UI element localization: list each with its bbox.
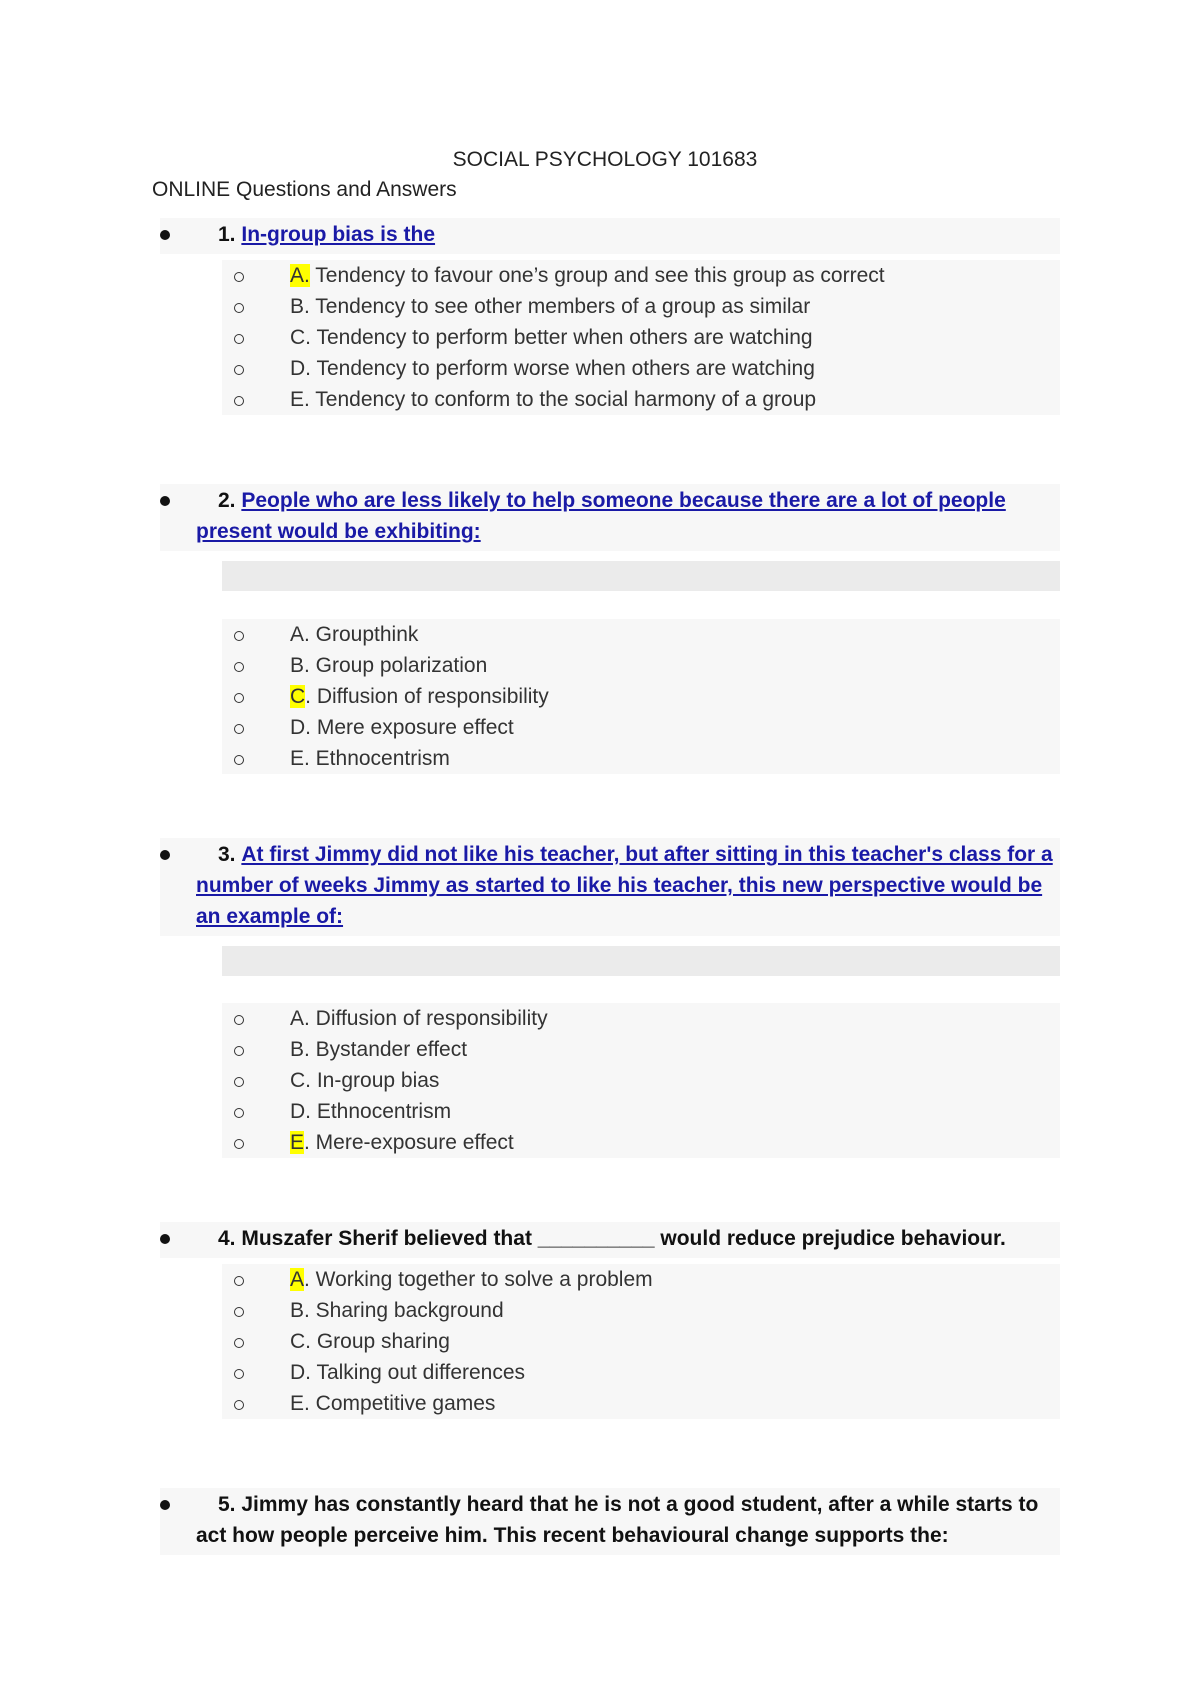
circle-bullet-icon	[234, 396, 244, 406]
option-e	[222, 384, 1060, 415]
option-text: Ethnocentrism	[311, 1100, 452, 1123]
question-text: Muszafer Sherif believed that __________ would reduce prejudice behaviour.	[241, 1227, 1006, 1250]
option-e	[222, 743, 1060, 774]
option-a	[222, 1003, 1060, 1034]
circle-bullet-icon	[234, 1307, 244, 1317]
option-b	[222, 1295, 1060, 1326]
option-letter: E.	[290, 1392, 310, 1415]
option-letter: B.	[290, 295, 310, 318]
option-letter: E.	[290, 388, 310, 411]
answer-letter-highlighted: C	[290, 685, 306, 708]
circle-bullet-icon	[234, 1400, 244, 1410]
option-text: Tendency to conform to the social harmony of a group	[309, 388, 817, 411]
option-text: Tendency to perform worse when others are watching	[311, 357, 815, 380]
option-text: . Mere-exposure effect	[304, 1131, 514, 1154]
option-letter: D.	[290, 1100, 311, 1123]
circle-bullet-icon	[234, 1139, 244, 1149]
bullet-icon	[160, 1234, 170, 1244]
option-d	[222, 1096, 1060, 1127]
option-text: Talking out differences	[311, 1361, 526, 1384]
options-list	[222, 1264, 1060, 1419]
option-letter: D.	[290, 716, 311, 739]
option-text: Competitive games	[309, 1392, 496, 1415]
option-text: Groupthink	[309, 623, 419, 646]
question-text: Jimmy has constantly heard that he is not a good student, after a while starts to	[241, 1493, 1039, 1516]
circle-bullet-icon	[234, 1108, 244, 1118]
circle-bullet-icon	[234, 724, 244, 734]
blank-field-bar	[222, 561, 1060, 591]
option-text: . Working together to solve a problem	[304, 1268, 653, 1291]
option-text: Mere exposure effect	[311, 716, 514, 739]
circle-bullet-icon	[234, 1077, 244, 1087]
question-1-header	[160, 218, 1060, 254]
option-e	[222, 1388, 1060, 1419]
circle-bullet-icon	[234, 755, 244, 765]
option-b	[222, 1034, 1060, 1065]
option-d	[222, 712, 1060, 743]
option-b	[222, 291, 1060, 322]
bullet-icon	[160, 496, 170, 506]
circle-bullet-icon	[234, 693, 244, 703]
option-letter: B.	[290, 1038, 310, 1061]
option-c	[222, 1065, 1060, 1096]
option-a	[222, 260, 1060, 291]
question-2-header	[160, 484, 1060, 551]
question-3	[0, 838, 1200, 1158]
option-d	[222, 1357, 1060, 1388]
circle-bullet-icon	[234, 334, 244, 344]
question-5-header	[160, 1488, 1060, 1555]
document-title: SOCIAL PSYCHOLOGY 101683	[452, 148, 758, 171]
question-1	[0, 218, 1200, 415]
options-list	[222, 1003, 1060, 1158]
option-letter: C.	[290, 326, 311, 349]
option-e	[222, 1127, 1060, 1158]
option-letter: D.	[290, 1361, 311, 1384]
circle-bullet-icon	[234, 365, 244, 375]
question-link[interactable]: present would be exhibiting:	[196, 520, 481, 543]
bullet-icon	[160, 850, 170, 860]
option-letter: D.	[290, 357, 311, 380]
question-4-header	[160, 1222, 1060, 1258]
option-d	[222, 353, 1060, 384]
option-letter: B.	[290, 1299, 310, 1322]
question-5	[0, 1488, 1200, 1555]
question-number: 1.	[218, 223, 236, 246]
option-text: Group sharing	[311, 1330, 450, 1353]
circle-bullet-icon	[234, 1276, 244, 1286]
question-link[interactable]: number of weeks Jimmy as started to like his teacher, this new perspective would be	[196, 874, 1043, 897]
bullet-icon	[160, 230, 170, 240]
option-text: . Diffusion of responsibility	[305, 685, 549, 708]
option-text: In-group bias	[311, 1069, 440, 1092]
circle-bullet-icon	[234, 272, 244, 282]
circle-bullet-icon	[234, 662, 244, 672]
bullet-icon	[160, 1500, 170, 1510]
question-link[interactable]: People who are less likely to help someone because there are a lot of people	[241, 489, 1006, 512]
option-text: Sharing background	[309, 1299, 504, 1322]
option-text: Group polarization	[309, 654, 488, 677]
option-letter: A.	[290, 623, 310, 646]
option-text: Bystander effect	[309, 1038, 468, 1061]
question-2	[0, 484, 1200, 774]
question-4	[0, 1222, 1200, 1419]
circle-bullet-icon	[234, 1338, 244, 1348]
option-text: Tendency to see other members of a group as similar	[309, 295, 811, 318]
option-text: Diffusion of responsibility	[309, 1007, 548, 1030]
question-link[interactable]: At first Jimmy did not like his teacher, but after sitting in this teacher's class for a	[241, 843, 1053, 866]
option-b	[222, 650, 1060, 681]
question-number: 3.	[218, 843, 236, 866]
question-number: 4.	[218, 1227, 236, 1250]
option-text: Tendency to perform better when others are watching	[311, 326, 813, 349]
option-c	[222, 681, 1060, 712]
option-text: Tendency to favour one’s group and see this group as correct	[309, 264, 885, 287]
circle-bullet-icon	[234, 631, 244, 641]
document-subtitle: ONLINE Questions and Answers	[152, 178, 457, 201]
options-list	[222, 619, 1060, 774]
circle-bullet-icon	[234, 1015, 244, 1025]
question-3-header	[160, 838, 1060, 936]
option-letter: C.	[290, 1330, 311, 1353]
option-text: Ethnocentrism	[309, 747, 450, 770]
option-letter: A.	[290, 1007, 310, 1030]
question-number: 5.	[218, 1493, 236, 1516]
option-letter: B.	[290, 654, 310, 677]
answer-letter-highlighted: A.	[290, 264, 310, 287]
answer-letter-highlighted: A	[290, 1268, 305, 1291]
options-list	[222, 260, 1060, 415]
option-a	[222, 1264, 1060, 1295]
answer-letter-highlighted: E	[290, 1131, 305, 1154]
option-letter: E.	[290, 747, 310, 770]
circle-bullet-icon	[234, 1046, 244, 1056]
option-a	[222, 619, 1060, 650]
circle-bullet-icon	[234, 1369, 244, 1379]
option-c	[222, 322, 1060, 353]
blank-field-bar	[222, 946, 1060, 976]
question-link[interactable]: an example of:	[196, 905, 344, 928]
option-c	[222, 1326, 1060, 1357]
question-number: 2.	[218, 489, 236, 512]
option-letter: C.	[290, 1069, 311, 1092]
circle-bullet-icon	[234, 303, 244, 313]
question-text: act how people perceive him. This recent behavioural change supports the:	[196, 1524, 949, 1547]
question-link[interactable]: In-group bias is the	[241, 223, 436, 246]
